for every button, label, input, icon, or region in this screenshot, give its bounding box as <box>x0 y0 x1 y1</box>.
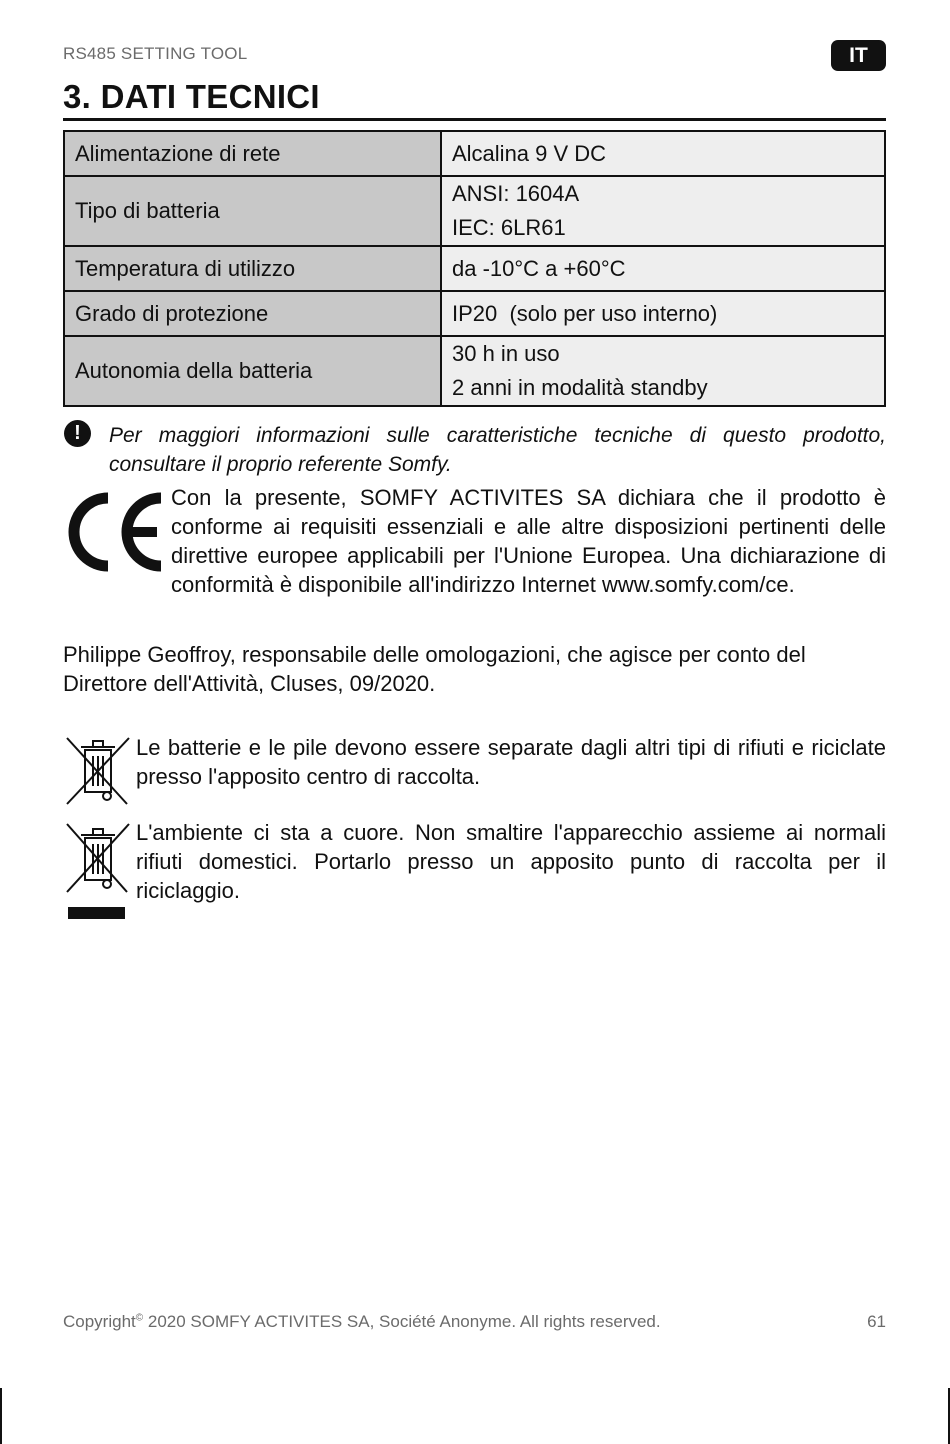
exclamation-icon: ! <box>64 420 91 447</box>
spec-value-line: ANSI: 1604A <box>452 181 580 206</box>
table-row <box>64 246 885 291</box>
crossed-bin-bar-icon <box>63 820 131 922</box>
title-underline <box>63 118 886 121</box>
table-row <box>64 336 885 406</box>
copyright-symbol: © <box>135 1312 144 1324</box>
spec-value-line: 2 anni in modalità standby <box>452 375 708 400</box>
spec-value-line: IP20 (solo per uso interno) <box>452 300 718 326</box>
crossed-bin-icon <box>63 734 131 808</box>
spec-value <box>441 176 885 246</box>
section-title: 3. DATI TECNICI <box>63 78 320 115</box>
language-badge: IT <box>831 40 886 71</box>
spec-value <box>441 291 885 336</box>
spec-value <box>441 246 885 291</box>
spec-value-line: 30 h in uso <box>452 341 560 366</box>
table-row <box>64 131 885 176</box>
device-disposal-text: L'ambiente ci sta a cuore. Non smaltire l'apparecchio assieme ai normali rifiuti domestici. Portarlo presso un apposito punto di raccolta per il riciclaggio. <box>136 820 886 903</box>
page-number: 61 <box>867 1312 886 1331</box>
spec-value <box>441 336 885 406</box>
document-title: RS485 SETTING TOOL <box>63 44 248 63</box>
spec-label: Alimentazione di rete <box>64 131 441 176</box>
table-row <box>64 176 885 246</box>
table-row <box>64 291 885 336</box>
spec-value-line: da -10°C a +60°C <box>452 255 626 281</box>
crop-mark-left <box>0 1388 2 1444</box>
spec-label: Grado di protezione <box>64 291 441 336</box>
spec-value-line: Alcalina 9 V DC <box>452 140 607 166</box>
copyright-notice <box>63 1312 661 1332</box>
signatory-text: Philippe Geoffroy, responsabile delle omologazioni, che agisce per conto del Direttore dell'Attività, Cluses, 09/2020. <box>63 642 806 696</box>
copyright-prefix: Copyright <box>63 1312 136 1331</box>
ce-mark-icon <box>63 491 163 573</box>
spec-value <box>441 131 885 176</box>
spec-value-line: IEC: 6LR61 <box>452 215 566 240</box>
spec-label: Autonomia della batteria <box>64 336 441 406</box>
ce-declaration <box>63 483 886 599</box>
declaration-text: Con la presente, SOMFY ACTIVITES SA dichiara che il prodotto è conforme ai requisiti essenziali e alle altre disposizioni pertinenti delle direttive europee applicabili per l'Unione Europea. Una dichiarazione di conformità è disponibile all'indirizzo Internet www.somfy.com/ce. <box>171 485 886 597</box>
spec-label: Tipo di batteria <box>64 176 441 246</box>
battery-disposal-text: Le batterie e le pile devono essere separate dagli altri tipi di rifiuti e riciclate presso l'apposito centro di raccolta. <box>136 735 886 789</box>
spec-label: Temperatura di utilizzo <box>64 246 441 291</box>
info-note: Per maggiori informazioni sulle caratteristiche tecniche di questo prodotto, consultare il proprio referente Somfy. <box>109 424 886 476</box>
specs-table <box>63 130 886 407</box>
copyright-text: 2020 SOMFY ACTIVITES SA, Société Anonyme. All rights reserved. <box>143 1312 661 1331</box>
